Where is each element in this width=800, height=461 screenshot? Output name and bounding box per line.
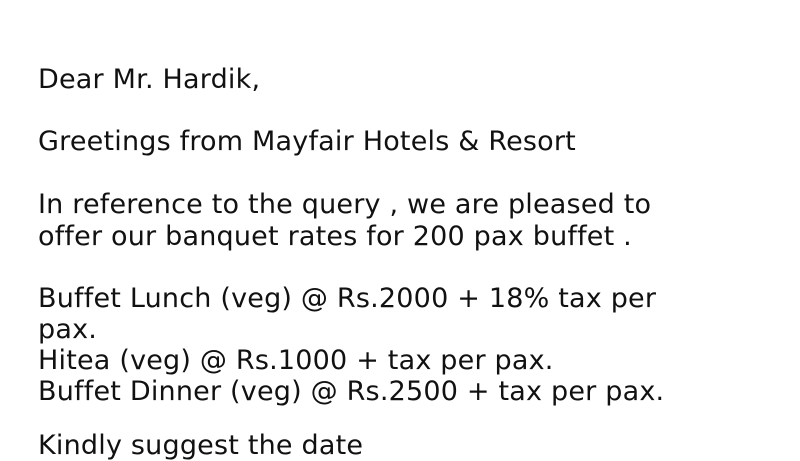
rate-dinner-line: Buffet Dinner (veg) @ Rs.2500 + tax per pax. [38, 376, 665, 407]
reference-line-2: offer our banquet rates for 200 pax buffet . [38, 221, 632, 252]
salutation: Dear Mr. Hardik, [38, 64, 261, 95]
rate-hitea-line: Hitea (veg) @ Rs.1000 + tax per pax. [38, 345, 554, 376]
greeting-line: Greetings from Mayfair Hotels & Resort [38, 126, 576, 157]
rate-lunch-continuation: pax. [38, 314, 98, 345]
closing-partial-line: Kindly suggest the date [38, 430, 364, 461]
reference-line-1: In reference to the query , we are pleased to [38, 189, 652, 220]
rate-lunch-line: Buffet Lunch (veg) @ Rs.2000 + 18% tax per [38, 283, 657, 314]
